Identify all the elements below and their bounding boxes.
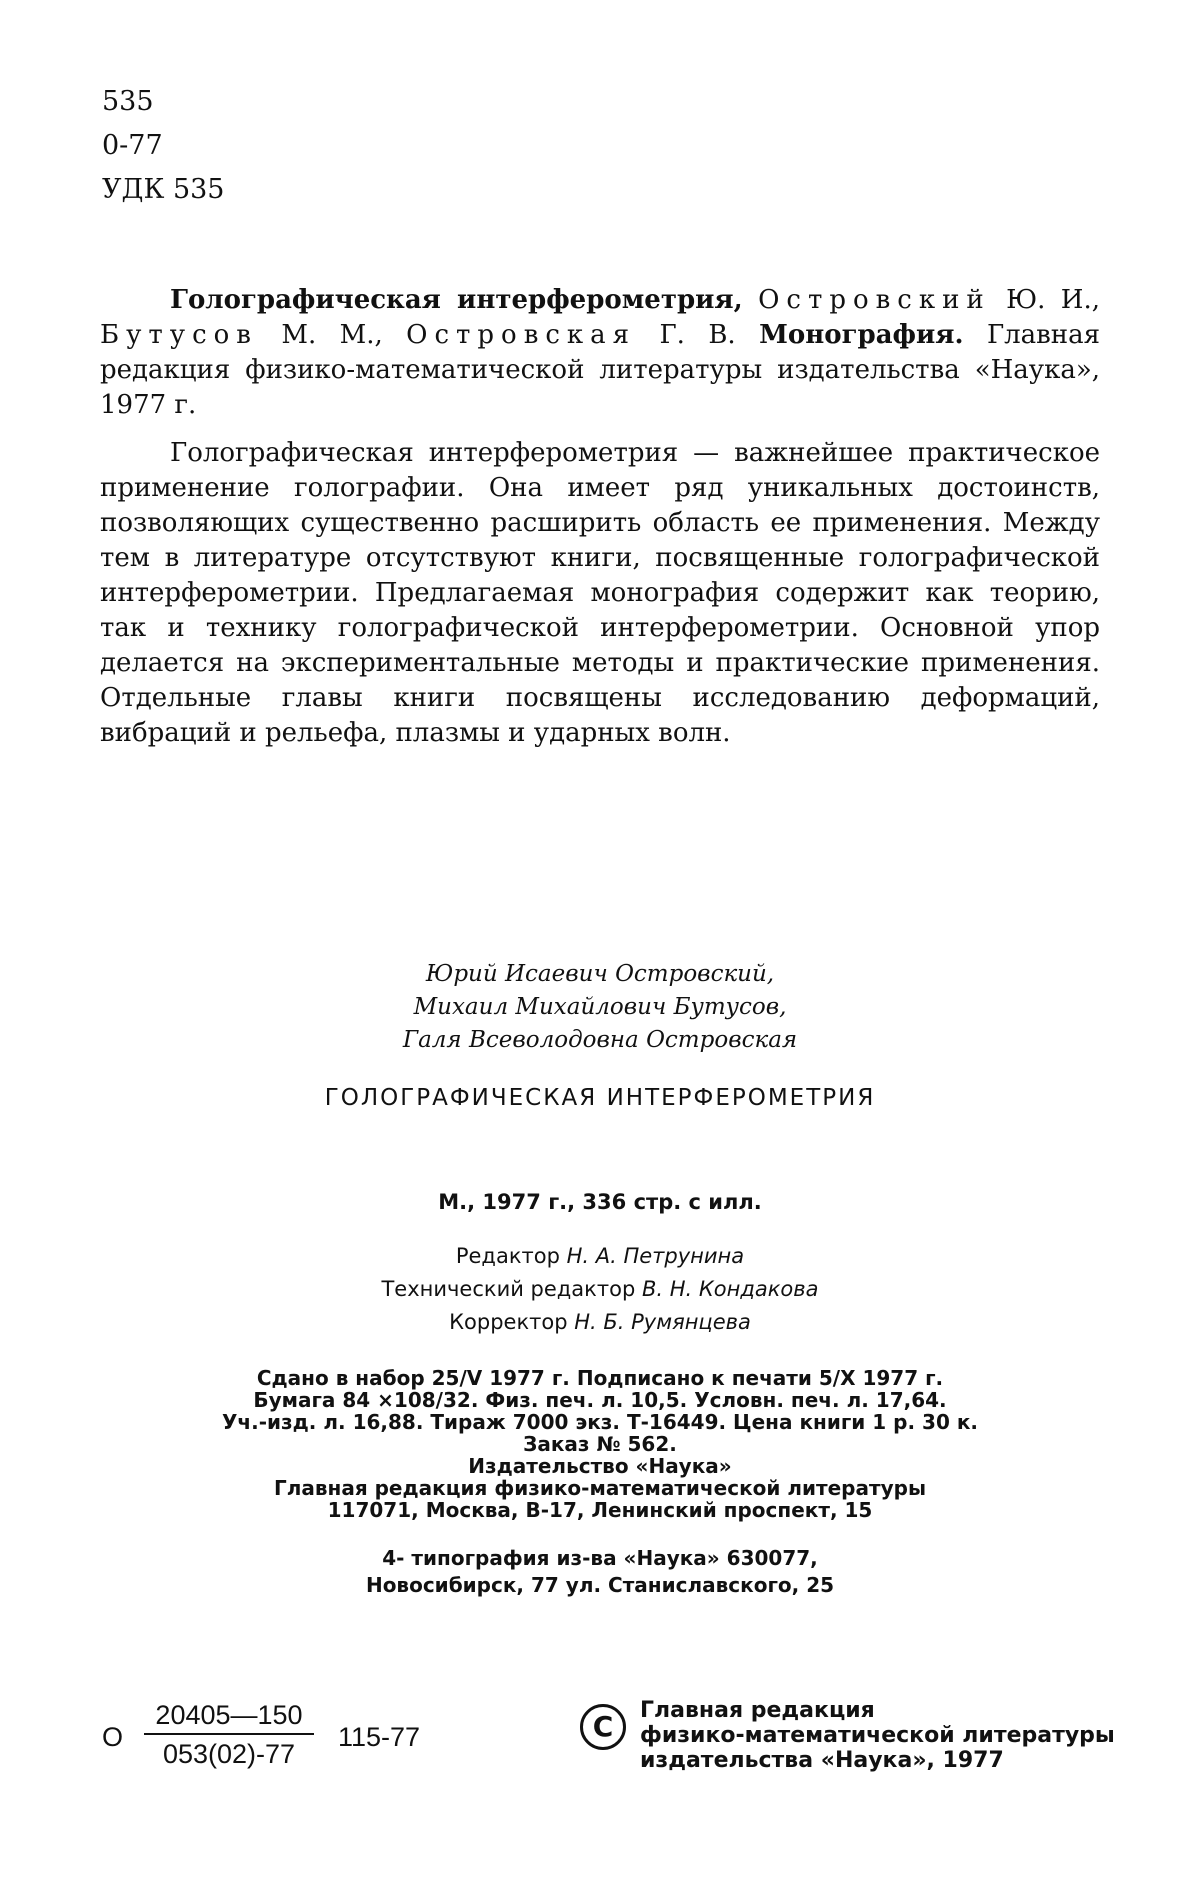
proofreader-line <box>0 1306 1200 1339</box>
imprint-line: Издательство «Наука» <box>468 1454 732 1478</box>
editor-label: Редактор <box>455 1244 560 1268</box>
imprint-line: Заказ № 562. <box>523 1432 677 1456</box>
imprint-line: Уч.-изд. л. 16,88. Тираж 7000 экз. Т-16449. Цена книги 1 р. 30 к. <box>221 1410 979 1434</box>
catalog-numerator: 20405—150 <box>144 1700 314 1735</box>
bib-author-2: Бутусов <box>100 320 258 350</box>
author-full-2: Михаил Михайлович Бутусов, <box>413 994 787 1020</box>
bib-author-3: Островская <box>406 320 637 350</box>
catalog-code <box>102 1700 462 1780</box>
bib-author-1: Островский <box>758 285 991 315</box>
catalog-denominator: 053(02)-77 <box>162 1739 296 1769</box>
author-full-1: Юрий Исаевич Островский, <box>425 961 775 987</box>
author-full-3: Галя Всеволодовна Островская <box>402 1027 798 1053</box>
bib-author-2-initials: М. М., <box>281 320 383 350</box>
authors-full-names <box>0 958 1200 1057</box>
editor-line <box>0 1240 1200 1273</box>
proofreader-name: Н. Б. Румянцева <box>574 1310 751 1334</box>
udk-code: УДК 535 <box>102 174 225 205</box>
classification-line-2: 0-77 <box>102 130 163 161</box>
bib-title: Голографическая интерферометрия, <box>170 285 743 315</box>
copyright-line: физико-математической литературы <box>640 1723 1115 1748</box>
bib-author-1-initials: Ю. И., <box>1006 285 1101 315</box>
copyright-icon: C <box>580 1704 626 1750</box>
classification-codes <box>102 80 224 212</box>
imprint-block <box>0 1367 1200 1521</box>
abstract: Голографическая интерферометрия — важнейшее практическое применение голографии. Она имеет ряд уникальных достоинств, позволяющих существенно расширить область ее применения. Между тем в литературе отсутствуют книги, посвященные голографической интерферометрии. Предлагаемая монография содержит как теорию, так и технику голографической интерферометрии. Основной упор делается на экспериментальные методы и практические применения. Отдельные главы книги посвящены исследованию деформаций, вибраций и рельефа, плазмы и ударных волн. <box>100 438 1100 748</box>
publication-info: М., 1977 г., 336 стр. с илл. <box>438 1190 762 1214</box>
catalog-prefix: О <box>102 1722 124 1752</box>
bib-genre: Монография. <box>759 320 964 350</box>
bib-author-3-initials: Г. В. <box>659 320 736 350</box>
proofreader-label: Корректор <box>449 1310 568 1334</box>
imprint-line: Главная редакция физико-математической литературы <box>273 1476 927 1500</box>
editorial-staff <box>0 1240 1200 1339</box>
bib-publisher: Главная редакция физико-математической литературы издательства «Наука», 1977 г. <box>100 320 1101 420</box>
copyright-text <box>640 1698 1115 1773</box>
tech-editor-line <box>0 1273 1200 1306</box>
book-title: ГОЛОГРАФИЧЕСКАЯ ИНТЕРФЕРОМЕТРИЯ <box>324 1085 876 1111</box>
copyright-line: издательства «Наука», 1977 <box>640 1748 1004 1773</box>
printer-info <box>0 1545 1200 1599</box>
classification-line-1: 535 <box>102 86 154 117</box>
imprint-line: Бумага 84 ×108/32. Физ. печ. л. 10,5. Условн. печ. л. 17,64. <box>253 1388 947 1412</box>
printer-line: 4- типография из-ва «Наука» 630077, <box>382 1546 818 1570</box>
tech-editor-name: В. Н. Кондакова <box>641 1277 819 1301</box>
imprint-line: 117071, Москва, В-17, Ленинский проспект, 15 <box>327 1498 873 1522</box>
catalog-suffix: 115-77 <box>338 1722 421 1752</box>
printer-line: Новосибирск, 77 ул. Станиславского, 25 <box>365 1573 835 1597</box>
tech-editor-label: Технический редактор <box>381 1277 636 1301</box>
bibliographic-description <box>100 283 1100 423</box>
copyright-line: Главная редакция <box>640 1698 875 1723</box>
editor-name: Н. А. Петрунина <box>566 1244 745 1268</box>
catalog-fraction <box>144 1700 314 1770</box>
imprint-line: Сдано в набор 25/V 1977 г. Подписано к печати 5/X 1977 г. <box>256 1366 944 1390</box>
